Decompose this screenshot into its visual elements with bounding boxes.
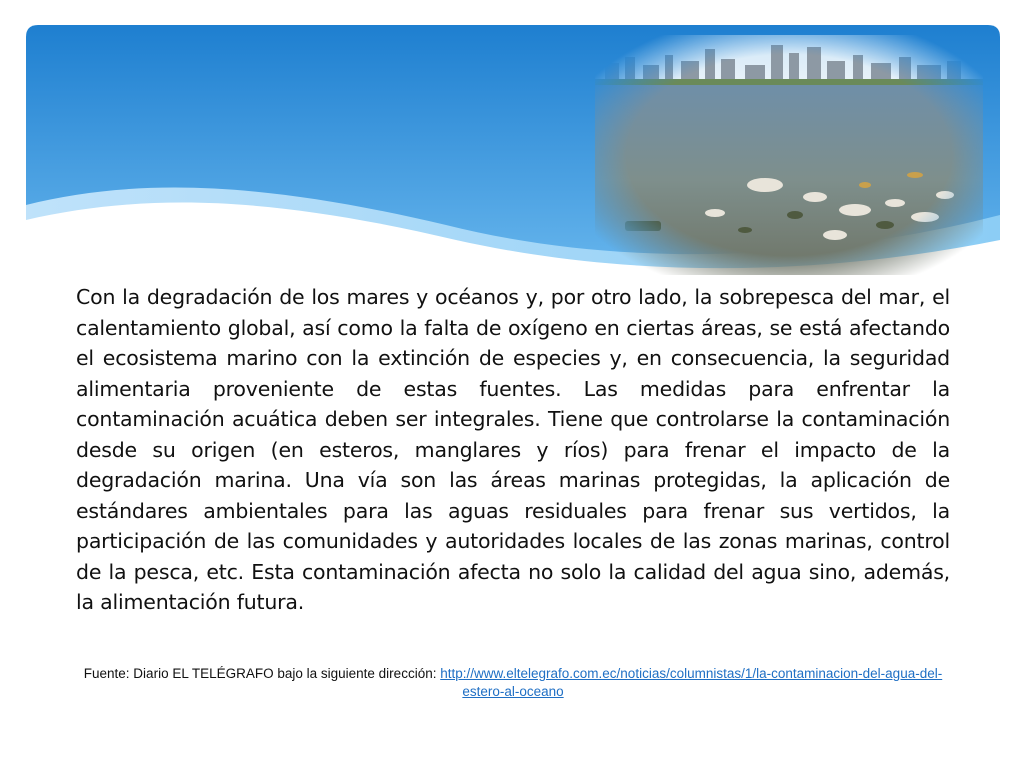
source-citation bbox=[76, 665, 950, 701]
source-label: Fuente: Diario EL TELÉGRAFO bajo la siguiente dirección: bbox=[83, 666, 441, 681]
source-link[interactable]: http://www.eltelegrafo.com.ec/noticias/columnistas/1/la-contaminacion-del-agua-del-estero-al-oceano bbox=[440, 666, 943, 699]
polluted-water-photo bbox=[595, 35, 983, 275]
main-paragraph: Con la degradación de los mares y océanos y, por otro lado, la sobrepesca del mar, el calentamiento global, así como la falta de oxígeno en ciertas áreas, se está afectando el ecosistema marino con la extinción de especies y, en consecuencia, la seguridad alimentaria proveniente de estas fuentes. Las medidas para enfrentar la contaminación acuática deben ser integrales. Tiene que controlarse la contaminación desde su origen (en esteros, manglares y ríos) para frenar el impacto de la degradación marina. Una vía son las áreas marinas protegidas, la aplicación de estándares ambientales para las aguas residuales para frenar sus vertidos, la participación de las comunidades y autoridades locales de las zonas marinas, control de la pesca, etc. Esta contaminación afecta no solo la calidad del agua sino, además, la alimentación futura. bbox=[76, 285, 950, 614]
